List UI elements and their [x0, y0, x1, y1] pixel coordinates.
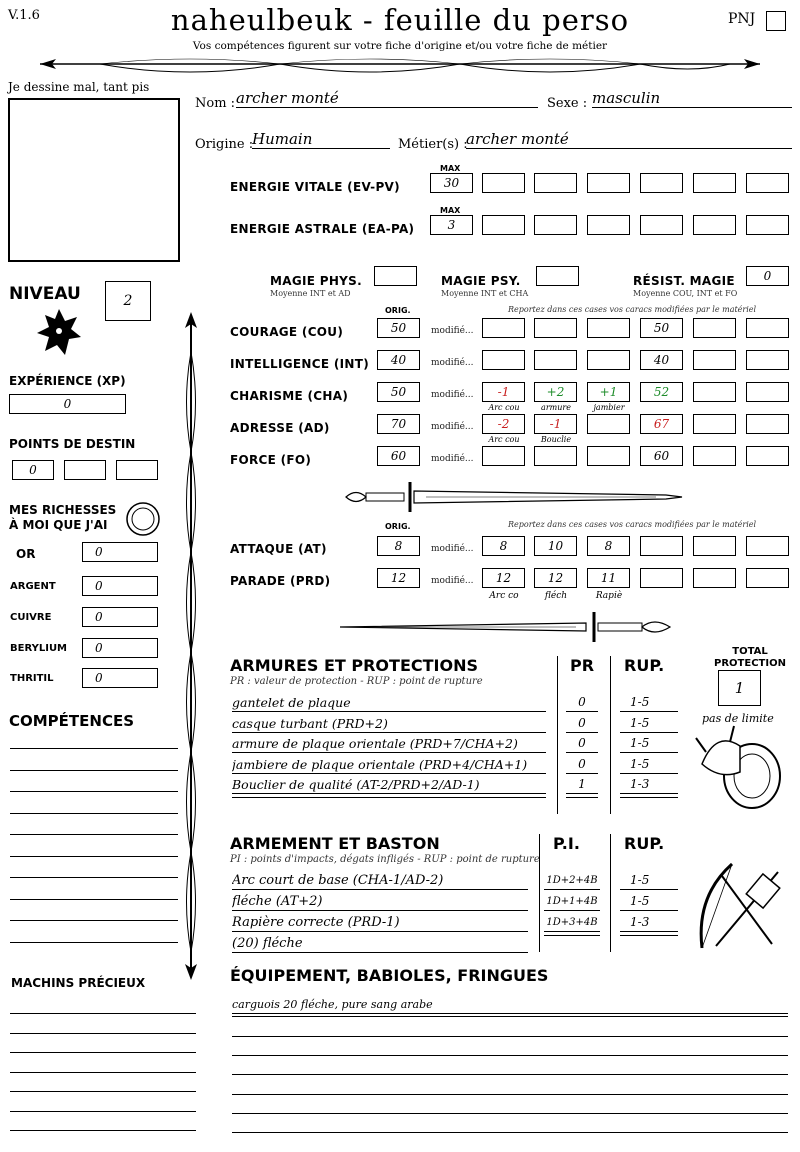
- ea-box-2[interactable]: [534, 215, 577, 235]
- stat-cell[interactable]: [693, 382, 736, 402]
- stat-orig-box[interactable]: 70: [377, 414, 420, 434]
- armor-pr[interactable]: 0: [566, 694, 598, 712]
- armor-divider-2: [610, 656, 611, 814]
- stat-orig-box[interactable]: 40: [377, 350, 420, 370]
- armor-pr[interactable]: 1: [566, 776, 598, 794]
- combat-cell[interactable]: 12: [482, 568, 525, 588]
- wealth-label: BERYLIUM: [10, 643, 68, 654]
- sword-ornament-2: [336, 610, 686, 644]
- niveau-label: NIVEAU: [9, 284, 81, 304]
- armor-rup[interactable]: 1-3: [620, 776, 678, 794]
- combat-cell-note: Rapiè: [595, 591, 623, 601]
- machin-line[interactable]: [10, 1111, 196, 1112]
- ev-box-1[interactable]: [482, 173, 525, 193]
- weapon-pi[interactable]: [544, 935, 600, 936]
- stat-cell[interactable]: [587, 350, 630, 370]
- machin-line[interactable]: [10, 1091, 196, 1092]
- magie-psy-note: Moyenne INT et CHA: [441, 289, 529, 298]
- machin-line[interactable]: [10, 1130, 196, 1131]
- weapons-title: ARMEMENT ET BASTON: [230, 834, 440, 853]
- competence-line[interactable]: [10, 899, 178, 900]
- armor-name[interactable]: casque turbant (PRD+2): [232, 715, 546, 733]
- combat-orig-label: ORIG.: [385, 522, 411, 531]
- stat-cell[interactable]: [482, 350, 525, 370]
- pnj-label: PNJ: [728, 11, 756, 27]
- weapons-pi-header: P.I.: [553, 834, 580, 853]
- combat-cell[interactable]: [746, 568, 789, 588]
- stat-cell[interactable]: [746, 446, 789, 466]
- destin-box-2[interactable]: [64, 460, 106, 480]
- modifie-label: modifié...: [431, 454, 474, 464]
- stat-label: COURAGE (COU): [230, 325, 344, 339]
- wealth-box[interactable]: 0: [82, 576, 158, 596]
- competence-line[interactable]: [10, 942, 178, 943]
- total-protection-box[interactable]: 1: [718, 670, 761, 706]
- competence-line[interactable]: [10, 770, 178, 771]
- weapon-name[interactable]: Arc court de base (CHA-1/AD-2): [232, 872, 528, 890]
- stat-cell[interactable]: [534, 350, 577, 370]
- combat-note: Reportez dans ces cases vos caracs modifiées par le matériel: [508, 520, 757, 529]
- competence-line[interactable]: [10, 877, 178, 878]
- no-limit-note: pas de limite: [702, 712, 774, 725]
- ev-box-2[interactable]: [534, 173, 577, 193]
- destin-label: POINTS DE DESTIN: [9, 437, 136, 451]
- armor-rup[interactable]: 1-5: [620, 756, 678, 774]
- stat-cell[interactable]: [587, 446, 630, 466]
- equipment-title: ÉQUIPEMENT, BABIOLES, FRINGUES: [230, 966, 549, 985]
- machin-line[interactable]: [10, 1052, 196, 1053]
- weapon-name[interactable]: (20) fléche: [232, 935, 528, 953]
- wealth-label: THRITIL: [10, 673, 54, 684]
- equipment-line[interactable]: [232, 1094, 788, 1095]
- stat-cell-note: jambier: [593, 403, 625, 412]
- equipment-line[interactable]: [232, 1074, 788, 1075]
- ea-box-1[interactable]: [482, 215, 525, 235]
- stat-cell[interactable]: [746, 414, 789, 434]
- nom-label: Nom :: [195, 96, 236, 111]
- niveau-box[interactable]: 2: [105, 281, 151, 321]
- weapon-name[interactable]: Rapière correcte (PRD-1): [232, 914, 528, 932]
- combat-cell[interactable]: 12: [534, 568, 577, 588]
- magie-phys-note: Moyenne INT et AD: [270, 289, 351, 298]
- stat-cell-note: Arc cou: [488, 435, 520, 444]
- sexe-label: Sexe :: [547, 96, 588, 111]
- modifie-label: modifié...: [431, 326, 474, 336]
- combat-cell-note: Arc co: [489, 591, 519, 601]
- armor-name[interactable]: Bouclier de qualité (AT-2/PRD+2/AD-1): [232, 776, 546, 794]
- armor-note: PR : valeur de protection - RUP : point de rupture: [230, 676, 483, 687]
- ea-max-box[interactable]: 3: [430, 215, 473, 235]
- stat-cell[interactable]: -2: [482, 414, 525, 434]
- stat-cell[interactable]: [587, 414, 630, 434]
- richesses-label-1: MES RICHESSES: [9, 503, 117, 517]
- armor-name[interactable]: armure de plaque orientale (PRD+7/CHA+2): [232, 735, 546, 753]
- competence-line[interactable]: [10, 748, 178, 749]
- richesses-label-2: À MOI QUE J'AI: [9, 518, 108, 532]
- stats-note: Reportez dans ces cases vos caracs modifiées par le matériel: [508, 305, 757, 314]
- armor-divider-1: [557, 656, 558, 814]
- stat-label: INTELLIGENCE (INT): [230, 357, 369, 371]
- staff-ornament: [180, 312, 202, 980]
- ev-label: ENERGIE VITALE (EV-PV): [230, 180, 400, 194]
- ev-box-4[interactable]: [640, 173, 683, 193]
- combat-cell[interactable]: [640, 568, 683, 588]
- version-label: V.1.6: [8, 8, 40, 23]
- stat-cell[interactable]: -1: [482, 382, 525, 402]
- ev-max-label: MAX: [440, 164, 461, 173]
- ea-box-5[interactable]: [693, 215, 736, 235]
- stat-cell[interactable]: [693, 350, 736, 370]
- stat-label: CHARISME (CHA): [230, 389, 349, 403]
- combat-orig-box[interactable]: 8: [377, 536, 420, 556]
- magie-phys-box[interactable]: [374, 266, 417, 286]
- modifie-label: modifié...: [431, 544, 474, 554]
- stat-cell[interactable]: [693, 446, 736, 466]
- weapon-pi[interactable]: 1D+2+4B: [544, 872, 600, 890]
- competence-line[interactable]: [10, 856, 178, 857]
- resist-magie-box[interactable]: 0: [746, 266, 789, 286]
- combat-label: ATTAQUE (AT): [230, 542, 327, 556]
- total-label-1: TOTAL: [732, 646, 768, 657]
- modifie-label: modifié...: [431, 576, 474, 586]
- machins-label: MACHINS PRÉCIEUX: [11, 976, 146, 990]
- machin-line[interactable]: [10, 1072, 196, 1073]
- wealth-box[interactable]: 0: [82, 542, 158, 562]
- ea-box-3[interactable]: [587, 215, 630, 235]
- weapons-rup-header: RUP.: [624, 834, 665, 853]
- wealth-box[interactable]: 0: [82, 638, 158, 658]
- helmet-shield-icon: [694, 724, 786, 812]
- sexe-field[interactable]: masculin: [592, 90, 792, 108]
- header-spear-ornament: [10, 50, 790, 78]
- competence-line[interactable]: [10, 791, 178, 792]
- pnj-checkbox[interactable]: [766, 11, 786, 31]
- origine-field[interactable]: Humain: [252, 131, 390, 149]
- weapon-name[interactable]: fléche (AT+2): [232, 893, 528, 911]
- stat-cell[interactable]: +1: [587, 382, 630, 402]
- portrait-frame[interactable]: [8, 98, 180, 262]
- stat-orig-box[interactable]: 60: [377, 446, 420, 466]
- armor-rup[interactable]: 1-5: [620, 715, 678, 733]
- weapon-pi[interactable]: 1D+3+4B: [544, 914, 600, 932]
- ev-box-5[interactable]: [693, 173, 736, 193]
- armor-title: ARMURES ET PROTECTIONS: [230, 656, 478, 675]
- armor-pr[interactable]: 0: [566, 756, 598, 774]
- xp-label: EXPÉRIENCE (XP): [9, 374, 126, 388]
- stat-cell[interactable]: 40: [640, 350, 683, 370]
- ea-box-4[interactable]: [640, 215, 683, 235]
- equipment-line[interactable]: [232, 1036, 788, 1037]
- stat-cell[interactable]: [534, 446, 577, 466]
- combat-label: PARADE (PRD): [230, 574, 331, 588]
- destin-box-3[interactable]: [116, 460, 158, 480]
- stat-cell-note: armure: [541, 403, 571, 412]
- stat-orig-box[interactable]: 50: [377, 382, 420, 402]
- resist-magie-label: RÉSIST. MAGIE: [633, 274, 735, 288]
- armor-name[interactable]: jambiere de plaque orientale (PRD+4/CHA+1): [232, 756, 546, 774]
- competence-line[interactable]: [10, 834, 178, 835]
- ea-box-6[interactable]: [746, 215, 789, 235]
- wealth-box[interactable]: 0: [82, 668, 158, 688]
- combat-cell[interactable]: [693, 568, 736, 588]
- combat-cell[interactable]: 8: [482, 536, 525, 556]
- stat-cell[interactable]: [693, 318, 736, 338]
- armor-pr[interactable]: [566, 797, 598, 798]
- weapons-divider-1: [539, 834, 540, 952]
- combat-orig-box[interactable]: 12: [377, 568, 420, 588]
- metier-field[interactable]: archer monté: [466, 131, 792, 149]
- stat-cell[interactable]: 60: [640, 446, 683, 466]
- ea-label: ENERGIE ASTRALE (EA-PA): [230, 222, 415, 236]
- stat-cell[interactable]: [693, 414, 736, 434]
- ev-max-box[interactable]: 30: [430, 173, 473, 193]
- origine-label: Origine :: [195, 137, 254, 152]
- weapon-rup[interactable]: 1-5: [620, 872, 678, 890]
- weapons-note: PI : points d'impacts, dégats infligés - RUP : point de rupture: [230, 854, 540, 865]
- weapon-rup[interactable]: 1-3: [620, 914, 678, 932]
- stat-cell[interactable]: [746, 350, 789, 370]
- stat-cell[interactable]: [482, 318, 525, 338]
- combat-cell-note: fléch: [544, 591, 568, 601]
- combat-cell[interactable]: 10: [534, 536, 577, 556]
- competence-line[interactable]: [10, 920, 178, 921]
- xp-box[interactable]: 0: [9, 394, 126, 414]
- wealth-label: OR: [16, 547, 36, 561]
- portrait-caption: Je dessine mal, tant pis: [8, 80, 150, 94]
- magie-psy-box[interactable]: [536, 266, 579, 286]
- combat-cell[interactable]: [640, 536, 683, 556]
- metier-label: Métier(s) :: [398, 137, 468, 152]
- stat-cell[interactable]: [534, 318, 577, 338]
- equipment-line[interactable]: [232, 1055, 788, 1056]
- stat-cell[interactable]: [587, 318, 630, 338]
- destin-box-1[interactable]: 0: [12, 460, 54, 480]
- wealth-label: CUIVRE: [10, 612, 52, 623]
- magie-phys-label: MAGIE PHYS.: [270, 274, 362, 288]
- machin-line[interactable]: [10, 1033, 196, 1034]
- weapon-rup[interactable]: 1-5: [620, 893, 678, 911]
- stat-cell[interactable]: 52: [640, 382, 683, 402]
- stat-cell[interactable]: -1: [534, 414, 577, 434]
- combat-cell[interactable]: [693, 536, 736, 556]
- sheet-subtitle: Vos compétences figurent sur votre fiche d'origine et/ou votre fiche de métier: [192, 40, 608, 52]
- sheet-title: naheulbeuk - feuille du perso: [170, 3, 630, 37]
- weapon-rup[interactable]: [620, 935, 678, 936]
- dragon-icon: [35, 305, 83, 363]
- stat-cell[interactable]: [746, 382, 789, 402]
- armor-rup-header: RUP.: [624, 656, 665, 675]
- stat-cell[interactable]: [746, 318, 789, 338]
- weapons-divider-2: [610, 834, 611, 952]
- stat-cell-note: Arc cou: [488, 403, 520, 412]
- armor-name[interactable]: [232, 797, 546, 798]
- competences-label: COMPÉTENCES: [9, 712, 135, 730]
- machin-line[interactable]: [10, 1013, 196, 1014]
- stat-cell[interactable]: 67: [640, 414, 683, 434]
- weapon-pi[interactable]: 1D+1+4B: [544, 893, 600, 911]
- equipment-line[interactable]: [232, 1113, 788, 1114]
- stat-cell-note: Bouclie: [540, 435, 572, 444]
- stat-cell[interactable]: 50: [640, 318, 683, 338]
- total-label-2: PROTECTION: [714, 658, 786, 669]
- armor-name[interactable]: gantelet de plaque: [232, 694, 546, 712]
- orig-label: ORIG.: [385, 306, 411, 315]
- armor-pr[interactable]: 0: [566, 715, 598, 733]
- stat-label: FORCE (FO): [230, 453, 312, 467]
- ev-box-6[interactable]: [746, 173, 789, 193]
- modifie-label: modifié...: [431, 358, 474, 368]
- equipment-line[interactable]: [232, 1016, 788, 1017]
- stat-label: ADRESSE (AD): [230, 421, 330, 435]
- ev-box-3[interactable]: [587, 173, 630, 193]
- armor-rup[interactable]: [620, 797, 678, 798]
- stat-cell[interactable]: [482, 446, 525, 466]
- ea-max-label: MAX: [440, 206, 461, 215]
- coin-icon: [124, 500, 162, 538]
- resist-magie-note: Moyenne COU, INT et FO: [633, 289, 738, 298]
- stat-orig-box[interactable]: 50: [377, 318, 420, 338]
- combat-cell[interactable]: 8: [587, 536, 630, 556]
- wealth-label: ARGENT: [10, 581, 56, 592]
- competence-line[interactable]: [10, 813, 178, 814]
- stat-cell[interactable]: +2: [534, 382, 577, 402]
- sword-ornament: [336, 480, 686, 514]
- armor-rup[interactable]: 1-5: [620, 735, 678, 753]
- armor-pr[interactable]: 0: [566, 735, 598, 753]
- weapons-icon: [692, 856, 788, 956]
- combat-cell[interactable]: [746, 536, 789, 556]
- modifie-label: modifié...: [431, 390, 474, 400]
- armor-rup[interactable]: 1-5: [620, 694, 678, 712]
- magie-psy-label: MAGIE PSY.: [441, 274, 521, 288]
- armor-pr-header: PR: [570, 656, 595, 675]
- nom-field[interactable]: archer monté: [236, 90, 538, 108]
- wealth-box[interactable]: 0: [82, 607, 158, 627]
- equipment-line[interactable]: carguois 20 fléche, pure sang arabe: [232, 997, 788, 1014]
- combat-cell[interactable]: 11: [587, 568, 630, 588]
- modifie-label: modifié...: [431, 422, 474, 432]
- equipment-line[interactable]: [232, 1132, 788, 1133]
